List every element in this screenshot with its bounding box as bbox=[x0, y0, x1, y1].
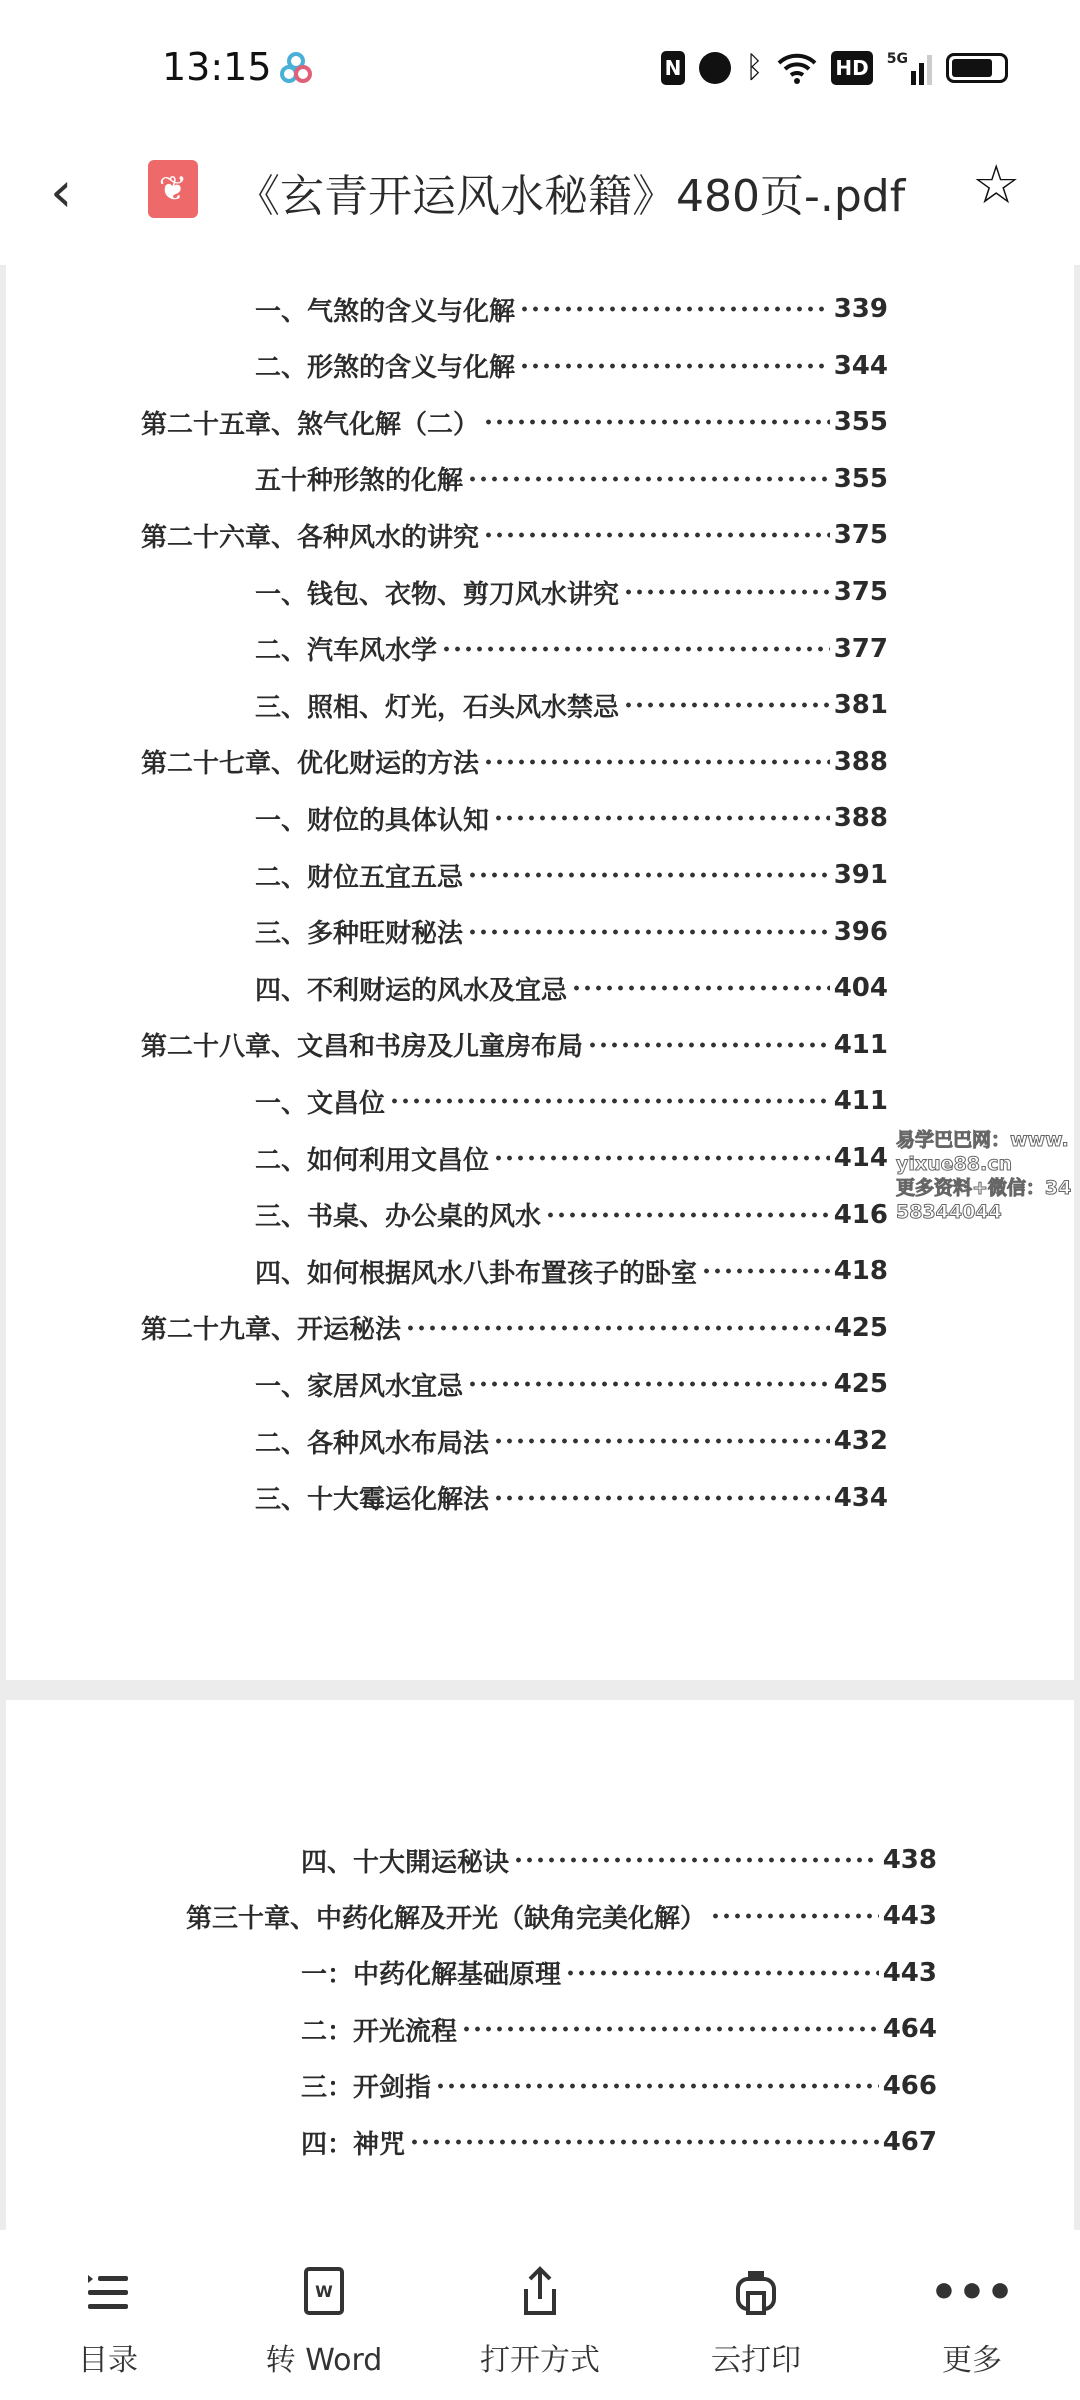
toc-section-entry[interactable] bbox=[255, 1421, 888, 1461]
toc-leader-dots bbox=[467, 871, 830, 879]
toc-section-entry[interactable] bbox=[255, 798, 888, 838]
app-notification-icon bbox=[278, 50, 314, 86]
favorite-star-icon[interactable]: ☆ bbox=[972, 153, 1021, 216]
toc-button[interactable]: 目录 bbox=[0, 2230, 216, 2400]
toc-page-number: 418 bbox=[833, 1256, 888, 1287]
toc-leader-dots bbox=[623, 588, 830, 596]
toc-section-entry[interactable] bbox=[255, 912, 888, 952]
toc-entry-title: 一、家居风水宜忌 bbox=[255, 1371, 464, 1402]
toc-entry-title: 第二十五章、煞气化解（二） bbox=[141, 409, 480, 440]
toc-page-number: 411 bbox=[833, 1086, 888, 1117]
toc-chapter-entry[interactable] bbox=[186, 1896, 937, 1936]
toc-section-entry[interactable] bbox=[255, 572, 888, 612]
pdf-file-icon: ❦ bbox=[148, 160, 198, 218]
toc-page-number: 375 bbox=[833, 520, 888, 551]
toc-page-number: 443 bbox=[882, 1901, 937, 1932]
toc-section-entry[interactable] bbox=[255, 1478, 888, 1518]
toc-page-number: 434 bbox=[833, 1482, 888, 1513]
toc-page-number: 388 bbox=[833, 803, 888, 834]
toc-entry-title: 第二十六章、各种风水的讲究 bbox=[141, 522, 480, 553]
toc-section-entry[interactable] bbox=[301, 1953, 937, 1993]
watermark bbox=[896, 1128, 1076, 1224]
toc-leader-dots bbox=[409, 2138, 879, 2146]
toc-leader-dots bbox=[701, 1267, 830, 1275]
toc-page-number: 404 bbox=[833, 973, 888, 1004]
status-bar bbox=[0, 0, 1080, 130]
toc-entry-title: 第二十八章、文昌和书房及儿童房布局 bbox=[141, 1032, 584, 1063]
toc-leader-dots bbox=[493, 1437, 830, 1445]
toc-page-number: 466 bbox=[882, 2070, 937, 2101]
toc-page-number: 381 bbox=[833, 690, 888, 721]
toc-section-entry[interactable] bbox=[301, 1840, 937, 1880]
toc-section-entry[interactable] bbox=[255, 855, 888, 895]
battery-icon bbox=[946, 53, 1008, 83]
toc-leader-dots bbox=[710, 1912, 879, 1920]
toc-section-entry[interactable] bbox=[255, 1081, 888, 1121]
watermark-line-1: 易学巴巴网：www.yixue88.cn bbox=[896, 1129, 1069, 1175]
toc-page-number: 411 bbox=[833, 1029, 888, 1060]
toc-section-entry[interactable] bbox=[255, 1195, 888, 1235]
toc-page-number: 467 bbox=[882, 2127, 937, 2157]
nfc-icon: N bbox=[661, 51, 686, 85]
toc-leader-dots bbox=[483, 418, 830, 426]
toc-section-entry[interactable] bbox=[255, 289, 888, 329]
toc-leader-dots bbox=[461, 2025, 879, 2033]
toc-page-number: 391 bbox=[833, 860, 888, 890]
toc-page-number: 416 bbox=[833, 1199, 888, 1230]
toc-page-number: 388 bbox=[833, 746, 888, 777]
document-title: 《玄青开运风水秘籍》480页-.pdf bbox=[236, 171, 906, 222]
toc-leader-dots bbox=[513, 1856, 879, 1864]
cloud-print-button[interactable]: 云打印 bbox=[648, 2230, 864, 2400]
toc-section-entry[interactable] bbox=[301, 2009, 937, 2049]
toc-page-number: 355 bbox=[833, 463, 888, 494]
toc-entry-title: 二、财位五宜五忌 bbox=[255, 862, 464, 893]
toc-page-number: 355 bbox=[833, 407, 888, 438]
toc-leader-dots bbox=[587, 1041, 830, 1049]
toc-leader-dots bbox=[441, 645, 830, 653]
toc-section-entry[interactable] bbox=[255, 685, 888, 725]
app-header bbox=[0, 130, 1080, 265]
toc-entry-title: 二、形煞的含义与化解 bbox=[255, 353, 516, 384]
toc-entry-title: 三：开剑指 bbox=[301, 2073, 432, 2104]
toc-section-entry[interactable] bbox=[255, 629, 888, 669]
toc-leader-dots bbox=[571, 984, 830, 992]
toc-page-number: 425 bbox=[833, 1312, 888, 1343]
toc-entry-title: 三、照相、灯光，石头风水禁忌 bbox=[255, 692, 620, 723]
toc-entry-title: 二、各种风水布局法 bbox=[255, 1428, 490, 1459]
toc-page-number: 375 bbox=[833, 577, 888, 607]
bottom-toolbar bbox=[0, 2230, 1080, 2400]
toc-entry-title: 一、气煞的含义与化解 bbox=[255, 296, 516, 327]
5g-signal-icon: 5G bbox=[887, 51, 932, 85]
more-button[interactable]: ••• 更多 bbox=[929, 2267, 1015, 2378]
toc-page-number: 464 bbox=[882, 2014, 937, 2045]
word-icon bbox=[302, 2265, 346, 2321]
open-with-button[interactable]: 打开方式 bbox=[432, 2230, 648, 2400]
toc-entry-title: 三、十大霉运化解法 bbox=[255, 1485, 490, 1516]
toc-leader-dots bbox=[493, 814, 830, 822]
toc-section-entry[interactable] bbox=[301, 2066, 937, 2106]
toc-section-entry[interactable] bbox=[301, 2122, 937, 2162]
pdf-page-2 bbox=[6, 1700, 1074, 2230]
toc-leader-dots bbox=[519, 305, 830, 313]
watermark-line-2: 更多资料+微信：3458344044 bbox=[896, 1177, 1072, 1223]
toc-chapter-entry[interactable] bbox=[141, 515, 888, 555]
svg-text:W: W bbox=[315, 2282, 333, 2301]
toc-page-number: 396 bbox=[833, 916, 888, 947]
toc-leader-dots bbox=[389, 1097, 830, 1105]
toc-chapter-entry[interactable] bbox=[141, 402, 888, 442]
print-icon bbox=[734, 2265, 778, 2321]
toc-leader-dots bbox=[483, 531, 830, 539]
toc-entry-title: 三、多种旺财秘法 bbox=[255, 919, 464, 950]
toc-entry-title: 三、书桌、办公桌的风水 bbox=[255, 1202, 542, 1233]
toc-entry-title: 四、十大開运秘诀 bbox=[301, 1847, 510, 1878]
pdf-page-1 bbox=[6, 265, 1074, 1680]
toc-entry-title: 一：中药化解基础原理 bbox=[301, 1960, 562, 1991]
toc-page-number: 377 bbox=[833, 633, 888, 664]
toc-entry-title: 四：神咒 bbox=[301, 2129, 406, 2160]
toc-leader-dots bbox=[435, 2082, 879, 2090]
toc-icon bbox=[86, 2265, 130, 2321]
more-icon: ••• bbox=[929, 2267, 1015, 2318]
toc-page-number: 339 bbox=[833, 294, 888, 324]
share-icon bbox=[518, 2265, 562, 2321]
toc-entry-title: 二、如何利用文昌位 bbox=[255, 1145, 490, 1176]
alarm-icon bbox=[699, 52, 731, 84]
toc-leader-dots bbox=[493, 1154, 830, 1162]
toc-entry-title: 二：开光流程 bbox=[301, 2016, 458, 2047]
toc-entry-title: 一、钱包、衣物、剪刀风水讲究 bbox=[255, 579, 620, 610]
toc-entry-title: 一、文昌位 bbox=[255, 1088, 386, 1119]
toc-leader-dots bbox=[467, 475, 830, 483]
toc-page-number: 438 bbox=[882, 1845, 937, 1875]
toc-section-entry[interactable] bbox=[255, 1364, 888, 1404]
toc-entry-title: 四、不利财运的风水及宜忌 bbox=[255, 975, 568, 1006]
toc-entry-title: 一、财位的具体认知 bbox=[255, 805, 490, 836]
bluetooth-icon: ᛒ bbox=[745, 50, 764, 85]
toc-leader-dots bbox=[545, 1211, 830, 1219]
toc-chapter-entry[interactable] bbox=[141, 1308, 888, 1348]
toc-section-entry[interactable] bbox=[255, 968, 888, 1008]
toc-page-number: 425 bbox=[833, 1369, 888, 1400]
toc-entry-title: 第二十九章、开运秘法 bbox=[141, 1315, 402, 1346]
toc-leader-dots bbox=[483, 758, 830, 766]
toc-leader-dots bbox=[519, 362, 830, 370]
toc-section-entry[interactable] bbox=[255, 346, 888, 386]
toc-section-entry[interactable] bbox=[255, 459, 888, 499]
status-time: 13:15 bbox=[162, 45, 272, 89]
toc-section-entry[interactable] bbox=[255, 1138, 888, 1178]
convert-word-button[interactable]: W 转 Word bbox=[216, 2230, 432, 2400]
toc-entry-title: 五十种形煞的化解 bbox=[255, 466, 464, 497]
toc-leader-dots bbox=[565, 1969, 879, 1977]
toc-leader-dots bbox=[467, 928, 830, 936]
toc-chapter-entry[interactable] bbox=[141, 1025, 888, 1065]
toc-page-number: 432 bbox=[833, 1426, 888, 1456]
toc-entry-title: 二、汽车风水学 bbox=[255, 636, 438, 667]
toc-entry-title: 第三十章、中药化解及开光（缺角完美化解） bbox=[186, 1903, 707, 1934]
toc-page-number: 443 bbox=[882, 1957, 937, 1988]
back-button[interactable]: ‹ bbox=[50, 160, 73, 225]
toc-chapter-entry[interactable] bbox=[141, 742, 888, 782]
toc-leader-dots bbox=[405, 1324, 830, 1332]
toc-section-entry[interactable] bbox=[255, 1251, 888, 1291]
toc-leader-dots bbox=[493, 1494, 830, 1502]
toc-leader-dots bbox=[467, 1380, 830, 1388]
hd-icon: HD bbox=[831, 51, 872, 85]
toc-leader-dots bbox=[623, 701, 830, 709]
toc-page-number: 414 bbox=[833, 1143, 888, 1173]
wifi-icon bbox=[777, 51, 817, 85]
toc-page-number: 344 bbox=[833, 350, 888, 381]
toc-entry-title: 第二十七章、优化财运的方法 bbox=[141, 749, 480, 780]
toc-entry-title: 四、如何根据风水八卦布置孩子的卧室 bbox=[255, 1258, 698, 1289]
